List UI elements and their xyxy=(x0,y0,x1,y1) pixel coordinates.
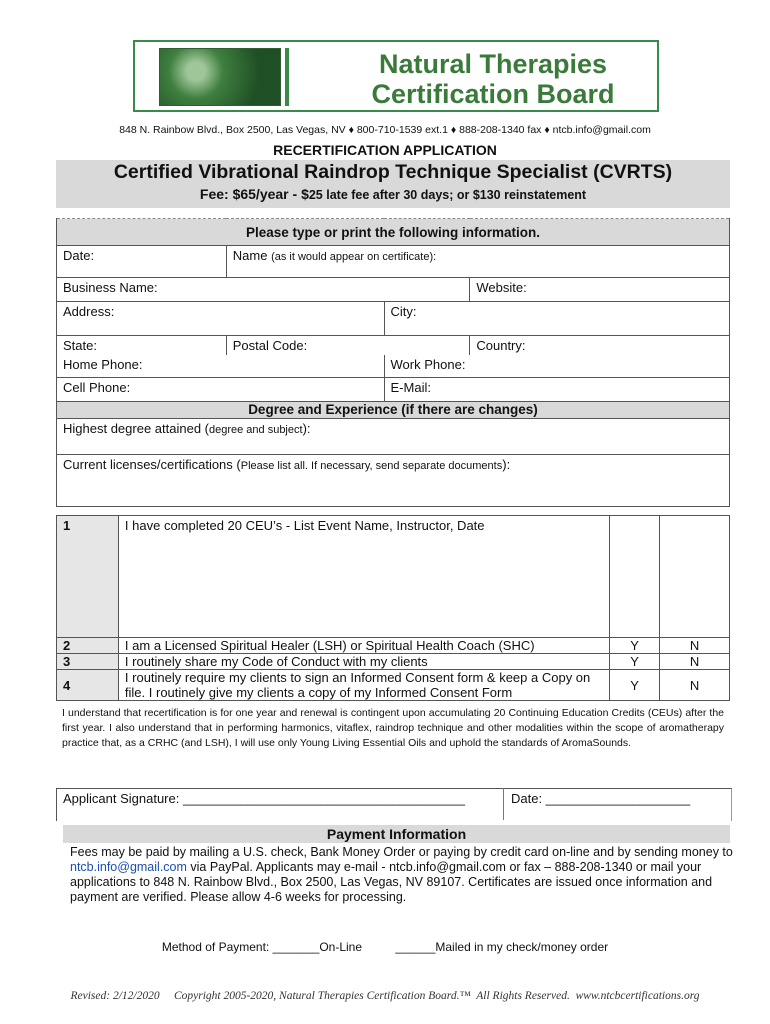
name-field[interactable] xyxy=(226,246,729,278)
payment-text-1: Fees may be paid by mailing a U.S. check, Bank Money Order or paying by credit card on-line and by sending money to xyxy=(70,845,733,859)
logo-divider xyxy=(285,48,289,106)
footer: Revised: 2/12/2020 Copyright 2005-2020, Natural Therapies Certification Board.™ All Rights Reserved. www.ntcbcertifications.org xyxy=(70,990,700,1002)
item-number: 4 xyxy=(57,670,119,701)
item-yes[interactable] xyxy=(610,516,660,638)
item-yes[interactable]: Y xyxy=(610,670,660,701)
info-table xyxy=(56,218,730,507)
business-name-field[interactable]: Business Name: xyxy=(57,278,470,302)
item-no[interactable]: N xyxy=(660,638,730,654)
work-phone-field[interactable]: Work Phone: xyxy=(384,355,729,377)
country-field[interactable]: Country: xyxy=(470,336,730,356)
fee-line xyxy=(56,186,730,202)
method-of-payment[interactable]: Method of Payment: _______On-Line ______Mailed in my check/money order xyxy=(161,940,609,954)
item-no[interactable]: N xyxy=(660,654,730,670)
attestation-table xyxy=(56,515,730,701)
highest-degree-field[interactable] xyxy=(57,418,730,454)
address-field[interactable]: Address: xyxy=(57,302,385,336)
postal-code-field[interactable]: Postal Code: xyxy=(226,336,470,356)
licenses-note: Please list all. If necessary, send separate documents xyxy=(240,459,503,472)
degree-end: ): xyxy=(302,420,311,436)
website-field[interactable]: Website: xyxy=(470,278,730,302)
name-label: Name xyxy=(232,248,268,263)
item-number: 3 xyxy=(57,654,119,670)
paypal-email-link[interactable]: ntcb.info@gmail.com xyxy=(70,860,187,874)
payment-text-2: via PayPal. Applicants may e-mail - ntcb.info@gmail.com or fax – 888-208-1340 or mail your applications to 848 N. Rainbow Blvd., Box 2500, Las Vegas, NV 89107. Certificates are issued once information and payment are verified. Please allow 4-6 weeks for processing. xyxy=(70,860,713,904)
degree-note: degree and subject xyxy=(208,423,303,436)
licenses-field[interactable] xyxy=(57,454,730,506)
logo xyxy=(133,40,659,112)
name-note: (as it would appear on certificate): xyxy=(271,251,437,263)
licenses-end: ): xyxy=(502,456,511,472)
payment-text xyxy=(70,845,742,905)
leaf-photo xyxy=(159,48,281,106)
payment-header: Payment Information xyxy=(63,825,730,843)
state-field[interactable]: State: xyxy=(57,336,227,356)
info-header: Please type or print the following information. xyxy=(57,219,730,246)
fee-main: Fee: $65/year - $ xyxy=(199,186,309,202)
certification-title: Certified Vibrational Raindrop Technique Specialist (CVRTS) xyxy=(113,161,673,183)
item-text: I routinely share my Code of Conduct with my clients xyxy=(118,654,609,670)
logo-line1: Natural Therapies xyxy=(378,49,608,79)
signature-divider xyxy=(503,788,504,820)
item-text[interactable]: I have completed 20 CEU’s - List Event Name, Instructor, Date xyxy=(118,516,609,638)
degree-header: Degree and Experience (if there are changes) xyxy=(57,401,730,418)
item-no[interactable]: N xyxy=(660,670,730,701)
item-number: 2 xyxy=(57,638,119,654)
cell-phone-field[interactable]: Cell Phone: xyxy=(57,377,385,401)
contact-line: 848 N. Rainbow Blvd., Box 2500, Las Vegas, NV ♦ 800-710-1539 ext.1 ♦ 888-208-1340 fax ♦ ntcb.info@gmail.com xyxy=(119,124,651,136)
item-number: 1 xyxy=(57,516,119,638)
application-heading: RECERTIFICATION APPLICATION xyxy=(273,142,497,158)
degree-label: Highest degree attained ( xyxy=(63,420,209,436)
signature-date-field[interactable]: Date: ____________________ xyxy=(511,791,691,806)
item-yes[interactable]: Y xyxy=(610,654,660,670)
email-field[interactable]: E-Mail: xyxy=(384,377,729,401)
city-field[interactable]: City: xyxy=(384,302,729,336)
logo-line2: Certification Board xyxy=(371,79,615,109)
date-field[interactable]: Date: xyxy=(57,246,227,278)
item-yes[interactable]: Y xyxy=(610,638,660,654)
item-text: I routinely require my clients to sign an Informed Consent form & keep a Copy on file. I routinely give my clients a copy of my Informed Consent Form xyxy=(118,670,609,701)
fee-rest: 25 late fee after 30 days; or $130 reinstatement xyxy=(308,188,587,202)
home-phone-field[interactable]: Home Phone: xyxy=(57,355,385,377)
item-no[interactable] xyxy=(660,516,730,638)
applicant-signature-field[interactable]: Applicant Signature: _______________________________________ xyxy=(63,791,465,806)
item-text: I am a Licensed Spiritual Healer (LSH) or Spiritual Health Coach (SHC) xyxy=(118,638,609,654)
licenses-label: Current licenses/certifications ( xyxy=(63,456,241,472)
understanding-statement: I understand that recertification is for one year and renewal is contingent upon accumulating 20 Continuing Education Credits (CEUs) after the first year. I also understand that in performing harmonics, vitaflex, raindrop technique and other modalities within the scope of aromatherapy practice that, as a CRHC (and LSH), I will use only Young Living Essential Oils and uphold the standards of AromaSounds. xyxy=(62,707,724,749)
